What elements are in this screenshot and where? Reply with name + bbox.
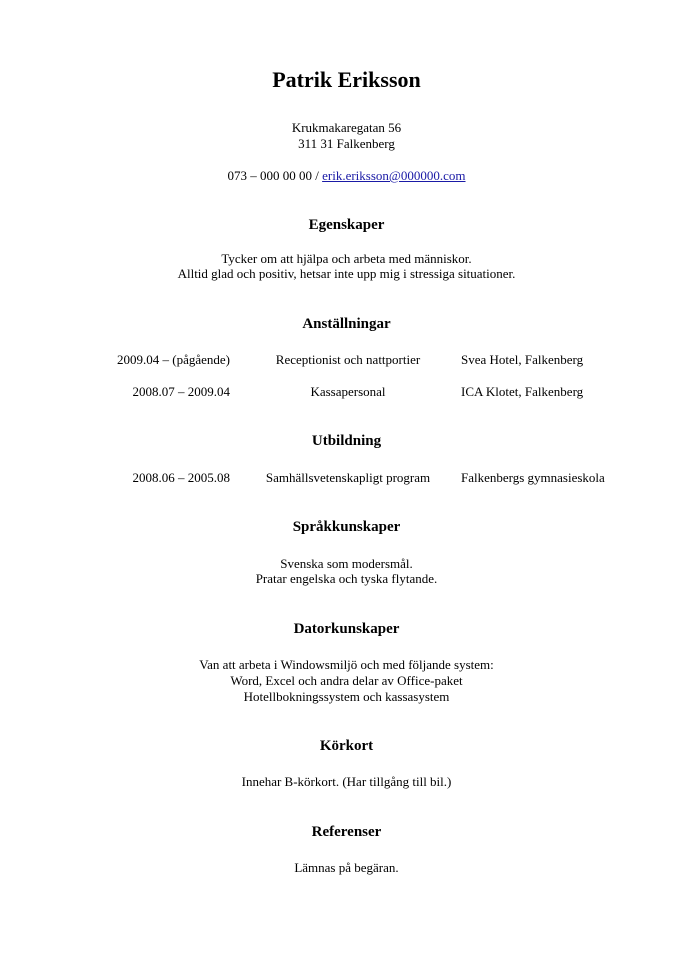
employment-role: Kassapersonal	[310, 384, 386, 399]
korkort-text: Innehar B-körkort. (Har tillgång till bil.)	[241, 774, 452, 789]
egenskaper-line: Alltid glad och positiv, hetsar inte upp mig i stressiga situationer.	[177, 266, 516, 281]
dator-line: Hotellbokningssystem och kassasystem	[243, 689, 450, 704]
employment-period: 2008.07 – 2009.04	[132, 384, 230, 399]
section-heading-referenser: Referenser	[311, 824, 382, 840]
sprak-line: Pratar engelska och tyska flytande.	[255, 571, 438, 586]
employment-place: ICA Klotet, Falkenberg	[461, 384, 584, 399]
education-program: Samhällsvetenskapligt program	[265, 470, 431, 485]
phone-number: 073 – 000 00 00 /	[227, 168, 319, 183]
resume-name: Patrik Eriksson	[272, 67, 421, 92]
employment-period: 2009.04 – (pågående)	[117, 352, 230, 367]
education-school: Falkenbergs gymnasieskola	[461, 470, 605, 485]
section-heading-egenskaper: Egenskaper	[308, 217, 385, 233]
employment-role: Receptionist och nattportier	[275, 352, 421, 367]
email-link[interactable]: erik.eriksson@000000.com	[322, 168, 466, 183]
contact-line	[0, 168, 693, 184]
section-heading-utbildning: Utbildning	[311, 433, 382, 449]
referenser-text: Lämnas på begäran.	[294, 860, 399, 875]
dator-line: Van att arbeta i Windowsmiljö och med följande system:	[199, 657, 494, 672]
dator-line: Word, Excel och andra delar av Office-paket	[230, 673, 463, 688]
address-city: 311 31 Falkenberg	[298, 136, 395, 151]
egenskaper-line: Tycker om att hjälpa och arbeta med människor.	[221, 251, 472, 266]
section-heading-anstallningar: Anställningar	[302, 316, 391, 332]
section-heading-dator: Datorkunskaper	[293, 621, 400, 637]
education-period: 2008.06 – 2005.08	[132, 470, 230, 485]
address-street: Krukmakaregatan 56	[291, 120, 402, 135]
section-heading-korkort: Körkort	[319, 738, 374, 754]
section-heading-sprak: Språkkunskaper	[292, 519, 401, 535]
employment-place: Svea Hotel, Falkenberg	[461, 352, 584, 367]
sprak-line: Svenska som modersmål.	[280, 556, 413, 571]
